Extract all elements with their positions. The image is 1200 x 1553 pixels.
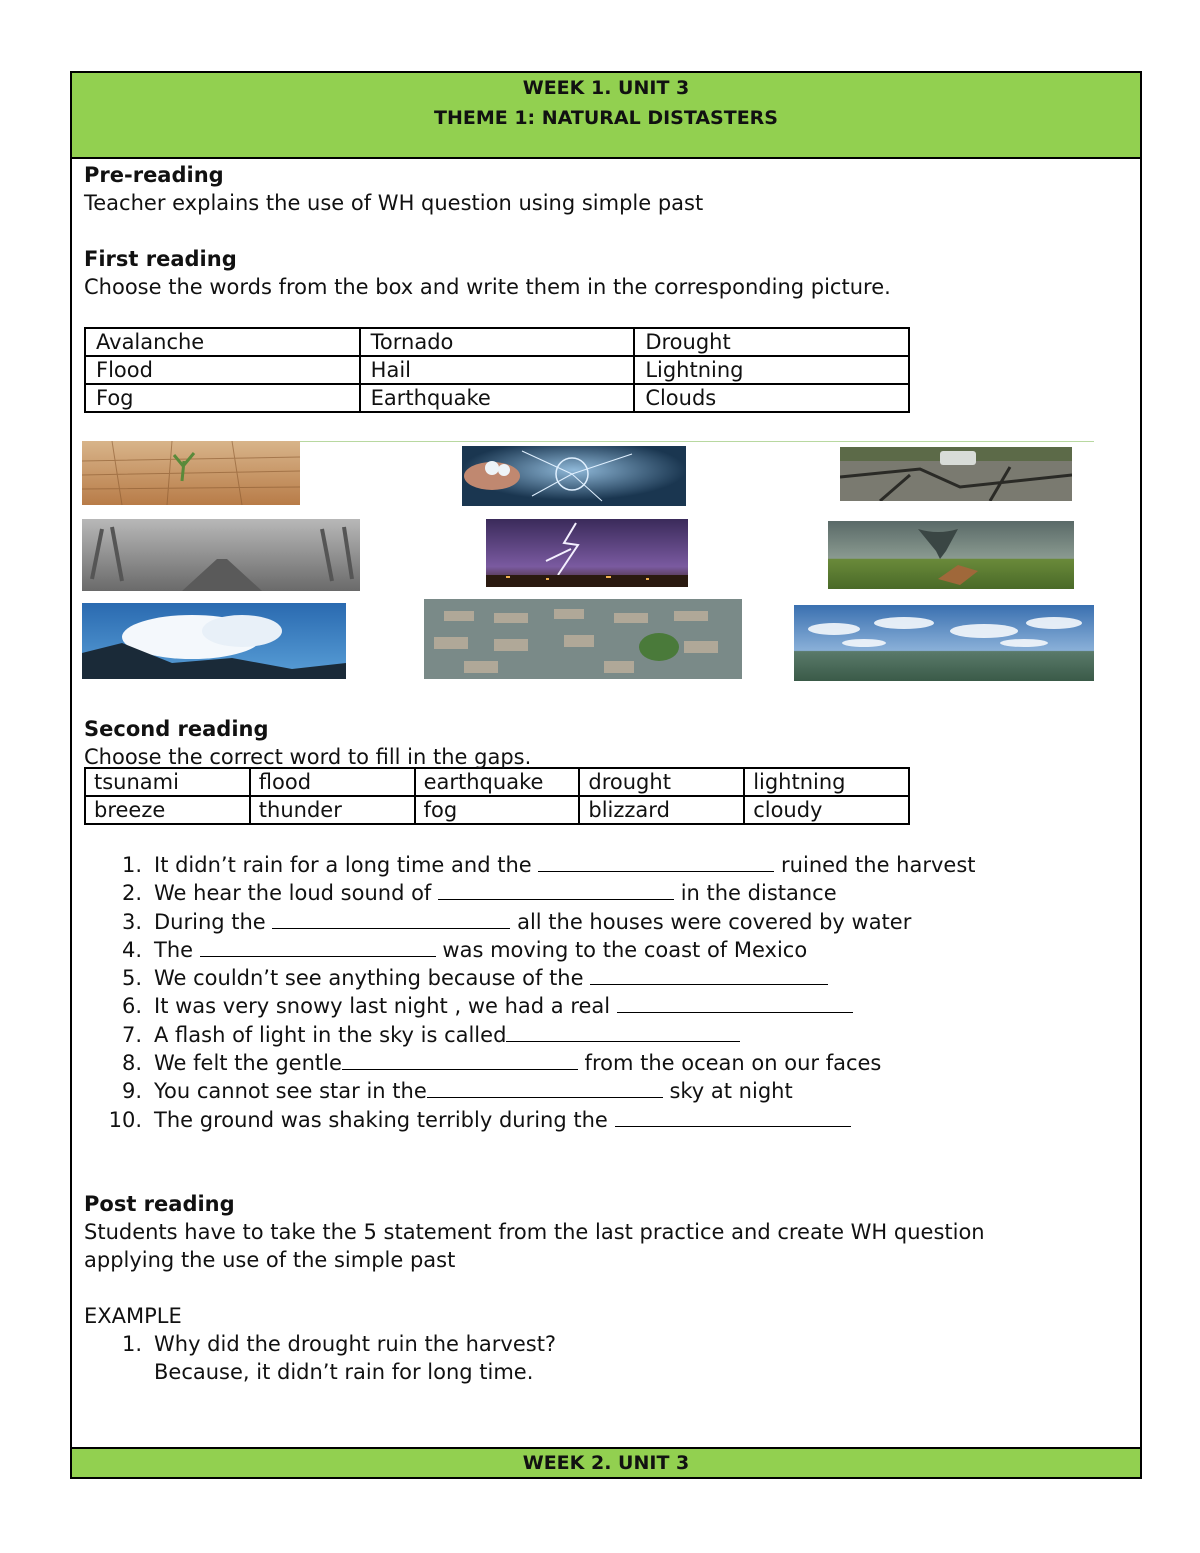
word-cell: fog — [415, 796, 580, 824]
list-item: 9. You cannot see star in the sky at night — [121, 1079, 793, 1104]
example-item: 1. Why did the drought ruin the harvest? Because, it didn’t rain for long time. — [121, 1331, 557, 1384]
answer-blank[interactable] — [590, 964, 828, 985]
word-cell: lightning — [744, 768, 909, 796]
list-item: 1. It didn’t rain for a long time and the ruined the harvest — [121, 853, 976, 877]
list-item: 7. A flash of light in the sky is called — [84, 1021, 1128, 1049]
answer-blank[interactable] — [617, 992, 853, 1013]
answer-blank[interactable] — [427, 1077, 663, 1098]
word-cell: tsunami — [85, 768, 250, 796]
example-answer: Because, it didn’t rain for long time. — [154, 1359, 534, 1384]
example-question: Why did the drought ruin the harvest? — [154, 1331, 557, 1356]
word-cell: blizzard — [579, 796, 744, 824]
word-cell: earthquake — [415, 768, 580, 796]
example-label: EXAMPLE — [84, 1303, 182, 1328]
word-cell: Hail — [360, 356, 635, 384]
next-week-header: WEEK 2. UNIT 3 — [72, 1447, 1140, 1477]
list-item: 4. The was moving to the coast of Mexico — [121, 937, 808, 962]
post-reading-text: Students have to take the 5 statement from the last practice and create WH question — [84, 1219, 985, 1244]
answer-blank[interactable] — [200, 936, 436, 957]
answer-blank[interactable] — [272, 908, 510, 929]
list-item: 10. The ground was shaking terribly during the — [84, 1106, 1128, 1134]
word-box-1 — [84, 327, 910, 413]
word-cell: thunder — [250, 796, 415, 824]
second-reading-instruction: Choose the correct word to fill in the gaps. — [84, 745, 532, 769]
list-item: 3. During the all the houses were covered by water — [121, 909, 912, 934]
answer-blank[interactable] — [538, 851, 774, 872]
list-item: 6. It was very snowy last night , we had a real — [84, 992, 1128, 1020]
word-cell: drought — [579, 768, 744, 796]
week-title: WEEK 1. UNIT 3 — [522, 77, 690, 99]
word-cell: Tornado — [360, 328, 635, 356]
first-reading-title: First reading — [84, 247, 237, 271]
avalanche-picture — [82, 603, 346, 679]
drought-picture — [82, 441, 300, 505]
worksheet-frame — [70, 71, 1142, 1479]
second-reading-title: Second reading — [84, 717, 269, 741]
tornado-picture — [828, 521, 1074, 589]
earthquake-picture — [840, 447, 1072, 501]
word-cell: cloudy — [744, 796, 909, 824]
word-cell: Clouds — [634, 384, 909, 412]
post-reading-title: Post reading — [84, 1191, 235, 1216]
word-cell: Drought — [634, 328, 909, 356]
clouds-picture — [794, 605, 1094, 681]
answer-blank[interactable] — [615, 1106, 851, 1127]
first-reading-instruction: Choose the words from the box and write them in the corresponding picture. — [84, 275, 891, 299]
word-cell: Avalanche — [85, 328, 360, 356]
hail-picture — [462, 446, 686, 506]
worksheet-content — [84, 161, 1128, 1386]
list-item: 5. We couldn’t see anything because of the — [84, 964, 1128, 992]
word-box-2 — [84, 767, 910, 825]
word-cell: Fog — [85, 384, 360, 412]
fog-picture — [82, 519, 360, 591]
pre-reading-title: Pre-reading — [84, 163, 224, 187]
theme-title: THEME 1: NATURAL DISTASTERS — [433, 107, 778, 129]
answer-blank[interactable] — [342, 1049, 578, 1070]
answer-blank[interactable] — [438, 879, 674, 900]
list-item: 8. We felt the gentle from the ocean on our faces — [121, 1051, 882, 1076]
lightning-picture — [486, 519, 688, 587]
week-header — [72, 73, 1140, 159]
word-cell: Earthquake — [360, 384, 635, 412]
flood-picture — [424, 599, 742, 679]
list-item: 2. We hear the loud sound of in the distance — [121, 881, 837, 906]
word-cell: flood — [250, 768, 415, 796]
word-cell: Lightning — [634, 356, 909, 384]
picture-gallery — [84, 413, 1128, 711]
post-reading-text: applying the use of the simple past — [84, 1247, 456, 1272]
word-cell: Flood — [85, 356, 360, 384]
word-cell: breeze — [85, 796, 250, 824]
pre-reading-text: Teacher explains the use of WH question using simple past — [84, 191, 704, 215]
gap-fill-list — [84, 851, 1128, 1134]
answer-blank[interactable] — [506, 1021, 740, 1042]
